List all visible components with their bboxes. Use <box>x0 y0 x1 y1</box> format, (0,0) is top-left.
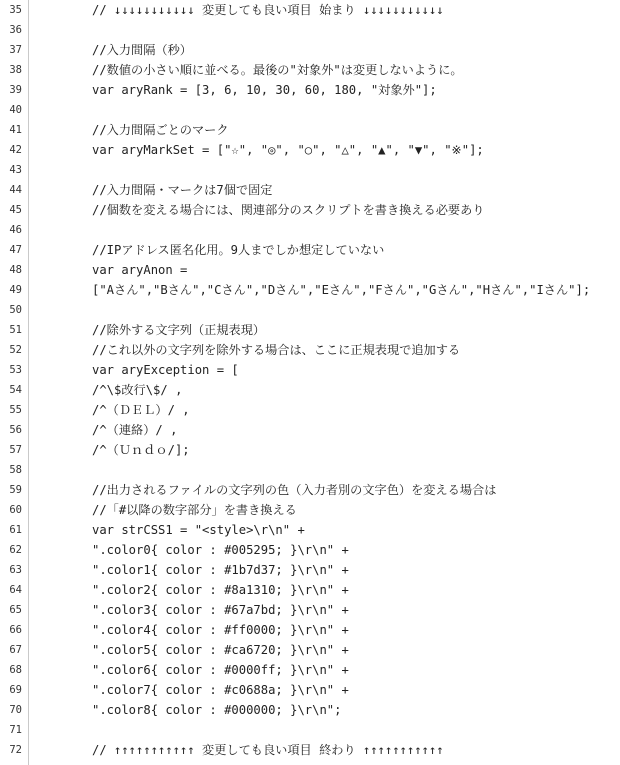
code-text[interactable]: //個数を変える場合には、関連部分のスクリプトを書き換える必要あり <box>92 203 485 217</box>
code-text[interactable]: //IPアドレス匿名化用。9人までしか想定していない <box>92 243 385 257</box>
code-text[interactable]: ".color2{ color : #8a1310; }\r\n" + <box>92 583 349 597</box>
line-number: 59 <box>9 484 22 496</box>
code-line <box>0 340 620 360</box>
code-text[interactable]: ".color4{ color : #ff0000; }\r\n" + <box>92 623 349 637</box>
code-text[interactable]: /^\$改行\$/ , <box>92 383 183 397</box>
code-line <box>0 500 620 520</box>
line-number: 57 <box>9 444 22 456</box>
line-number: 65 <box>9 604 22 616</box>
code-line <box>0 20 620 40</box>
code-line <box>0 400 620 420</box>
code-line <box>0 360 620 380</box>
line-number: 68 <box>9 664 22 676</box>
code-line <box>0 320 620 340</box>
line-number: 63 <box>9 564 22 576</box>
code-line <box>0 300 620 320</box>
code-line <box>0 60 620 80</box>
line-number: 50 <box>9 304 22 316</box>
line-number: 51 <box>9 324 22 336</box>
code-line <box>0 80 620 100</box>
line-number: 64 <box>9 584 22 596</box>
code-line <box>0 160 620 180</box>
code-text[interactable]: //入力間隔ごとのマーク <box>92 123 229 137</box>
line-number: 49 <box>9 284 22 296</box>
line-number: 53 <box>9 364 22 376</box>
code-line <box>0 540 620 560</box>
code-text[interactable]: var aryException = [ <box>92 363 239 377</box>
code-text[interactable]: ".color6{ color : #0000ff; }\r\n" + <box>92 663 349 677</box>
code-line <box>0 720 620 740</box>
code-line <box>0 560 620 580</box>
code-text[interactable]: //入力間隔・マークは7個で固定 <box>92 183 273 197</box>
line-number: 62 <box>9 544 22 556</box>
code-line <box>0 240 620 260</box>
code-text[interactable]: // ↓↓↓↓↓↓↓↓↓↓↓ 変更しても良い項目 始まり ↓↓↓↓↓↓↓↓↓↓↓ <box>92 3 444 17</box>
code-line <box>0 420 620 440</box>
code-text[interactable]: /^（連絡）/ , <box>92 423 178 437</box>
code-line <box>0 200 620 220</box>
code-text[interactable]: ["Aさん","Bさん","Cさん","Dさん","Eさん","Fさん","Gさん","Hさん","Iさん"]; <box>92 283 591 297</box>
code-line <box>0 140 620 160</box>
code-text[interactable]: ".color3{ color : #67a7bd; }\r\n" + <box>92 603 349 617</box>
line-number: 35 <box>9 4 22 16</box>
line-number: 36 <box>9 24 22 36</box>
line-number: 56 <box>9 424 22 436</box>
code-text[interactable]: ".color8{ color : #000000; }\r\n"; <box>92 703 342 717</box>
code-line <box>0 40 620 60</box>
line-number: 44 <box>9 184 22 196</box>
code-line <box>0 640 620 660</box>
code-line <box>0 520 620 540</box>
code-line <box>0 280 620 300</box>
line-number: 41 <box>9 124 22 136</box>
code-line <box>0 740 620 760</box>
line-number: 71 <box>9 724 22 736</box>
line-number: 46 <box>9 224 22 236</box>
line-number: 48 <box>9 264 22 276</box>
code-line <box>0 460 620 480</box>
code-line <box>0 120 620 140</box>
code-line <box>0 700 620 720</box>
code-text[interactable]: //除外する文字列（正規表現） <box>92 323 266 337</box>
code-text[interactable]: //数値の小さい順に並べる。最後の"対象外"は変更しないように。 <box>92 63 463 77</box>
line-number: 70 <box>9 704 22 716</box>
code-text[interactable]: // ↑↑↑↑↑↑↑↑↑↑↑ 変更しても良い項目 終わり ↑↑↑↑↑↑↑↑↑↑↑ <box>92 743 444 757</box>
code-line <box>0 380 620 400</box>
code-line <box>0 180 620 200</box>
code-text[interactable]: ".color7{ color : #c0688a; }\r\n" + <box>92 683 349 697</box>
code-text[interactable]: var aryRank = [3, 6, 10, 30, 60, 180, "対象外"]; <box>92 83 437 97</box>
code-line <box>0 680 620 700</box>
code-text[interactable]: //「#以降の数字部分」を書き換える <box>92 503 297 517</box>
line-number: 58 <box>9 464 22 476</box>
code-text[interactable]: /^（ＤＥＬ）/ , <box>92 403 190 417</box>
line-number: 60 <box>9 504 22 516</box>
code-line <box>0 620 620 640</box>
line-number: 47 <box>9 244 22 256</box>
line-number: 37 <box>9 44 22 56</box>
line-number: 61 <box>9 524 22 536</box>
line-number: 38 <box>9 64 22 76</box>
code-line <box>0 480 620 500</box>
code-line <box>0 0 620 20</box>
code-line <box>0 220 620 240</box>
code-text[interactable]: ".color5{ color : #ca6720; }\r\n" + <box>92 643 349 657</box>
code-text[interactable]: var aryAnon = <box>92 263 188 277</box>
line-number: 43 <box>9 164 22 176</box>
line-number: 52 <box>9 344 22 356</box>
code-text[interactable]: var aryMarkSet = ["☆", "◎", "○", "△", "▲", "▼", "※"]; <box>92 143 484 157</box>
code-text[interactable]: var strCSS1 = "<style>\r\n" + <box>92 523 305 537</box>
code-line <box>0 580 620 600</box>
line-number: 45 <box>9 204 22 216</box>
code-line <box>0 660 620 680</box>
line-number: 55 <box>9 404 22 416</box>
code-line <box>0 600 620 620</box>
code-text[interactable]: ".color1{ color : #1b7d37; }\r\n" + <box>92 563 349 577</box>
code-text[interactable]: /^（Ｕｎｄｏ/]; <box>92 443 190 457</box>
line-number: 42 <box>9 144 22 156</box>
line-number: 66 <box>9 624 22 636</box>
line-number: 54 <box>9 384 22 396</box>
code-text[interactable]: ".color0{ color : #005295; }\r\n" + <box>92 543 349 557</box>
line-number: 39 <box>9 84 22 96</box>
code-line <box>0 440 620 460</box>
code-text[interactable]: //出力されるファイルの文字列の色（入力者別の文字色）を変える場合は <box>92 483 497 497</box>
line-number: 67 <box>9 644 22 656</box>
code-line <box>0 260 620 280</box>
code-text[interactable]: //これ以外の文字列を除外する場合は、ここに正規表現で追加する <box>92 343 461 357</box>
line-number: 72 <box>9 744 22 756</box>
line-number: 40 <box>9 104 22 116</box>
code-line <box>0 100 620 120</box>
code-text[interactable]: //入力間隔（秒） <box>92 43 192 57</box>
line-number: 69 <box>9 684 22 696</box>
